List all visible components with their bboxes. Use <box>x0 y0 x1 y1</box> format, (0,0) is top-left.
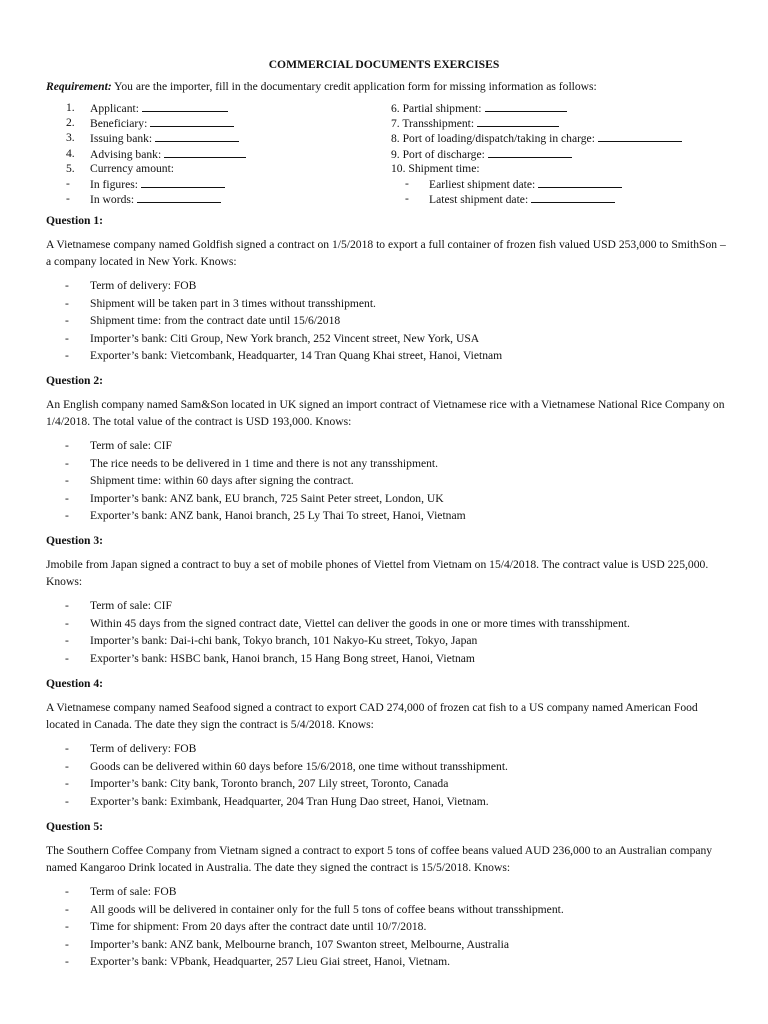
field-label: 10. Shipment time: <box>391 161 480 175</box>
list-item: - Exporter’s bank: Eximbank, Headquarter, 204 Tran Hung Dao street, Hanoi, Vietnam. <box>65 794 489 808</box>
field-advising-bank <box>46 146 386 161</box>
field-beneficiary <box>46 115 386 130</box>
fill-blank <box>531 191 615 203</box>
fill-blank <box>598 130 682 142</box>
field-issuing-bank <box>46 130 386 145</box>
list-item: - Within 45 days from the signed contract date, Viettel can deliver the goods in one or more times with transshipment. <box>65 616 630 630</box>
bullet-text: All goods will be delivered in container only for the full 5 tons of coffee beans without transshipment. <box>90 902 564 916</box>
list-item: - Shipment time: from the contract date until 15/6/2018 <box>65 314 341 328</box>
list-item: - Importer’s bank: ANZ bank, EU branch, 725 Saint Peter street, London, UK <box>65 491 444 505</box>
question-paragraph: A Vietnamese company named Goldfish signed a contract on 1/5/2018 to export a full container of frozen fish valued USD 253,000 to SmithSon – a company located in New York. Knows: <box>46 238 726 268</box>
bullet-text: Term of sale: FOB <box>90 885 177 898</box>
field-marker: - <box>66 192 70 206</box>
bullet-text: Within 45 days from the signed contract date, Viettel can deliver the goods in one or more times with transshipment. <box>90 616 630 630</box>
list-item: - The rice needs to be delivered in 1 time and there is not any transshipment. <box>65 456 439 470</box>
field-latest-shipment-date <box>391 191 736 206</box>
field-currency-amount <box>46 161 386 176</box>
list-item: - Time for shipment: From 20 days after the contract date until 10/7/2018. <box>65 920 427 934</box>
fill-blank <box>141 176 225 188</box>
question-heading: Question 5: <box>46 820 104 833</box>
field-shipment-time <box>391 161 736 176</box>
question-bullets <box>46 598 726 668</box>
requirement-line <box>46 79 736 94</box>
bullet-text: Shipment will be taken part in 3 times without transshipment. <box>90 296 376 310</box>
list-item: - Term of sale: CIF <box>65 439 172 452</box>
question-4 <box>46 676 726 811</box>
field-label: Earliest shipment date: <box>429 177 536 191</box>
question-paragraph: A Vietnamese company named Seafood signed a contract to export CAD 274,000 of frozen cat fish to a US company named American Food located in Canada. The date they sign the contract is 5/4/2018. Knows: <box>46 701 698 731</box>
list-item: - Term of sale: CIF <box>65 599 172 612</box>
list-item: - Term of delivery: FOB <box>65 279 197 292</box>
field-label: In figures: <box>90 177 138 191</box>
list-item: - Importer’s bank: City bank, Toronto branch, 207 Lily street, Toronto, Canada <box>65 777 449 791</box>
bullet-text: Importer’s bank: ANZ bank, Melbourne branch, 107 Swanton street, Melbourne, Australia <box>90 937 509 951</box>
bullet-text: Exporter’s bank: Eximbank, Headquarter, 204 Tran Hung Dao street, Hanoi, Vietnam. <box>90 794 489 808</box>
bullet-text: Shipment time: within 60 days after signing the contract. <box>90 474 354 488</box>
question-2 <box>46 373 726 526</box>
field-label: Issuing bank: <box>90 132 153 146</box>
field-label: Applicant: <box>90 102 139 115</box>
list-item: - Importer’s bank: Citi Group, New York branch, 252 Vincent street, New York, USA <box>65 331 480 345</box>
fill-blank <box>485 100 567 112</box>
list-item: - Term of delivery: FOB <box>65 742 197 755</box>
field-label: 7. Transshipment: <box>391 117 475 131</box>
question-heading: Question 3: <box>46 534 104 547</box>
field-marker: 5. <box>66 161 75 175</box>
question-5 <box>46 819 726 972</box>
field-label: 9. Port of discharge: <box>391 147 485 161</box>
field-port-of-loading <box>391 130 736 145</box>
requirement-text: You are the importer, fill in the documentary credit application form for missing information as follows: <box>111 80 597 93</box>
page-title: COMMERCIAL DOCUMENTS EXERCISES <box>268 58 500 71</box>
bullet-text: Term of delivery: FOB <box>90 742 197 755</box>
field-applicant <box>46 100 386 115</box>
question-heading: Question 1: <box>46 214 104 227</box>
list-item: - Shipment will be taken part in 3 times without transshipment. <box>65 296 376 310</box>
field-marker: 4. <box>66 146 75 160</box>
question-1 <box>46 213 726 366</box>
list-item: - Exporter’s bank: VPbank, Headquarter, 257 Lieu Giai street, Hanoi, Vietnam. <box>65 955 451 969</box>
field-label: 6. Partial shipment: <box>391 102 482 115</box>
list-item: - Term of sale: FOB <box>65 885 177 898</box>
field-earliest-shipment-date <box>391 176 736 191</box>
bullet-text: Importer’s bank: ANZ bank, EU branch, 725 Saint Peter street, London, UK <box>90 491 444 505</box>
bullet-text: Term of sale: CIF <box>90 439 172 452</box>
fill-blank <box>142 100 228 112</box>
bullet-text: Shipment time: from the contract date until 15/6/2018 <box>90 314 341 328</box>
field-marker: - <box>405 176 409 190</box>
bullet-text: Term of sale: CIF <box>90 599 172 612</box>
field-label: Currency amount: <box>90 161 175 175</box>
list-item: - Importer’s bank: Dai-i-chi bank, Tokyo branch, 101 Nakyo-Ku street, Tokyo, Japan <box>65 634 478 648</box>
list-item: - Exporter’s bank: ANZ bank, Hanoi branch, 25 Ly Thai To street, Hanoi, Vietnam <box>65 509 466 523</box>
bullet-text: Exporter’s bank: VPbank, Headquarter, 257 Lieu Giai street, Hanoi, Vietnam. <box>90 955 451 969</box>
fill-blank <box>538 176 622 188</box>
bullet-text: Importer’s bank: Citi Group, New York branch, 252 Vincent street, New York, USA <box>90 331 480 345</box>
question-paragraph: Jmobile from Japan signed a contract to buy a set of mobile phones of Viettel from Vietnam on 15/4/2018. The contract value is USD 225,000. Knows: <box>46 558 709 588</box>
field-marker: - <box>66 176 70 190</box>
bullet-text: Importer’s bank: Dai-i-chi bank, Tokyo branch, 101 Nakyo-Ku street, Tokyo, Japan <box>90 634 478 648</box>
field-partial-shipment <box>391 100 736 115</box>
bullet-text: Importer’s bank: City bank, Toronto branch, 207 Lily street, Toronto, Canada <box>90 777 449 791</box>
fill-blank <box>488 146 572 158</box>
question-bullets <box>46 438 726 526</box>
field-label: In words: <box>90 193 135 207</box>
list-item: - Exporter’s bank: Vietcombank, Headquarter, 14 Tran Quang Khai street, Hanoi, Vietnam <box>65 349 503 363</box>
question-heading: Question 2: <box>46 374 104 387</box>
question-bullets <box>46 278 726 366</box>
fill-blank <box>137 191 221 203</box>
list-item: - Goods can be delivered within 60 days before 15/6/2018, one time without transshipment. <box>65 759 508 773</box>
bullet-text: Exporter’s bank: HSBC bank, Hanoi branch, 15 Hang Bong street, Hanoi, Vietnam <box>90 651 475 665</box>
question-paragraph: An English company named Sam&Son located in UK signed an import contract of Vietnamese rice with a Vietnamese National Rice Company on 1/4/2018. The total value of the contract is USD 193,000. Knows: <box>46 398 725 428</box>
bullet-text: Term of delivery: FOB <box>90 279 197 292</box>
form-fields-left <box>46 100 386 206</box>
field-marker: 3. <box>66 131 75 145</box>
field-marker: - <box>405 192 409 206</box>
bullet-text: Exporter’s bank: Vietcombank, Headquarter, 14 Tran Quang Khai street, Hanoi, Vietnam <box>90 349 503 363</box>
form-fields <box>46 100 736 208</box>
bullet-text: The rice needs to be delivered in 1 time and there is not any transshipment. <box>90 456 439 470</box>
form-fields-right <box>391 100 736 206</box>
list-item: - Shipment time: within 60 days after signing the contract. <box>65 474 354 488</box>
field-transshipment <box>391 115 736 130</box>
fill-blank <box>164 146 246 158</box>
field-label: Latest shipment date: <box>429 193 529 207</box>
field-marker: 1. <box>66 101 75 114</box>
field-label: 8. Port of loading/dispatch/taking in charge: <box>391 132 595 146</box>
question-paragraph: The Southern Coffee Company from Vietnam signed a contract to export 5 tons of coffee beans valued AUD 236,000 to an Australian company named Kangaroo Drink located in Australia. The date they signed the contract is 15/5/2018. Knows: <box>46 844 713 874</box>
list-item: - Exporter’s bank: HSBC bank, Hanoi branch, 15 Hang Bong street, Hanoi, Vietnam <box>65 651 475 665</box>
fill-blank <box>477 115 559 127</box>
question-bullets <box>46 884 726 972</box>
list-item: - All goods will be delivered in container only for the full 5 tons of coffee beans without transshipment. <box>65 902 564 916</box>
field-in-words <box>46 191 386 206</box>
bullet-text: Goods can be delivered within 60 days before 15/6/2018, one time without transshipment. <box>90 759 508 773</box>
list-item: - Importer’s bank: ANZ bank, Melbourne branch, 107 Swanton street, Melbourne, Australia <box>65 937 509 951</box>
field-label: Beneficiary: <box>90 117 148 131</box>
field-marker: 2. <box>66 116 75 130</box>
bullet-text: Time for shipment: From 20 days after the contract date until 10/7/2018. <box>90 920 427 934</box>
requirement-label: Requirement: <box>46 80 112 93</box>
field-label: Advising bank: <box>90 147 162 161</box>
field-in-figures <box>46 176 386 191</box>
field-port-of-discharge <box>391 146 736 161</box>
question-bullets <box>46 741 726 811</box>
fill-blank <box>155 130 239 142</box>
fill-blank <box>150 115 234 127</box>
bullet-text: Exporter’s bank: ANZ bank, Hanoi branch, 25 Ly Thai To street, Hanoi, Vietnam <box>90 509 466 523</box>
question-3 <box>46 533 726 668</box>
question-heading: Question 4: <box>46 677 104 690</box>
